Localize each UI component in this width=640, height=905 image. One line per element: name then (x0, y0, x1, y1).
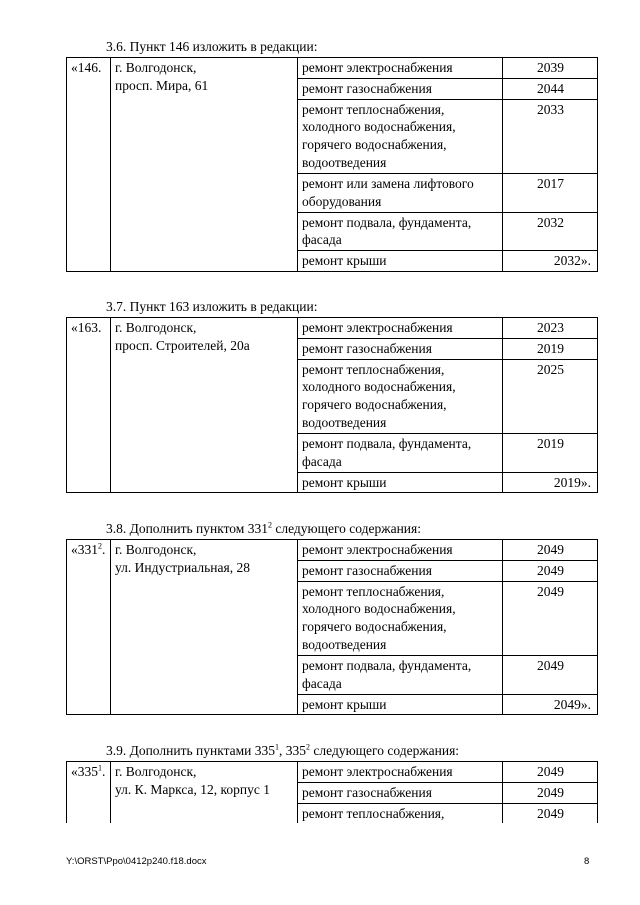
heading-text: 3.6. Пункт 146 изложить в редакции: (106, 39, 318, 54)
work-year: 2049 (503, 655, 598, 694)
work-year: 2025 (503, 359, 598, 433)
work-type: ремонт или замена лифтового оборудования (298, 173, 503, 212)
work-year: 2044 (503, 78, 598, 99)
section-heading (66, 519, 597, 539)
work-type: ремонт газоснабжения (298, 78, 503, 99)
section-3-9 (66, 741, 597, 823)
work-year: 2049 (503, 803, 598, 823)
heading-text-tail: следующего содержания: (271, 521, 421, 536)
work-type: ремонт газоснабжения (298, 338, 503, 359)
heading-text: 3.9. Дополнить пунктами 335 (106, 743, 276, 758)
work-type: ремонт электроснабжения (298, 318, 503, 339)
table-row (67, 318, 598, 339)
work-type: ремонт крыши (298, 472, 503, 493)
section-3-7 (66, 297, 597, 493)
section-heading (66, 741, 597, 761)
work-year: 2049 (503, 782, 598, 803)
work-type: ремонт электроснабжения (298, 762, 503, 783)
work-year: 2049 (503, 762, 598, 783)
table-row (67, 762, 598, 783)
address: г. Волгодонск, просп. Строителей, 20а (111, 318, 298, 493)
work-type: ремонт крыши (298, 251, 503, 272)
address: г. Волгодонск, ул. Индустриальная, 28 (111, 540, 298, 715)
works-table (66, 317, 598, 493)
work-type: ремонт газоснабжения (298, 560, 503, 581)
work-type: ремонт теплоснабжения, холодного водоснабжения, горячего водоснабжения, водоотведения (298, 99, 503, 173)
section-heading (66, 37, 597, 57)
footer-file-path: Y:\ORST\Ppo\0412p240.f18.docx (66, 856, 207, 867)
work-year: 2032». (503, 251, 598, 272)
work-year: 2032 (503, 212, 598, 251)
work-year: 2019 (503, 338, 598, 359)
work-year: 2017 (503, 173, 598, 212)
table-row (67, 58, 598, 79)
work-year: 2049 (503, 560, 598, 581)
work-type: ремонт теплоснабжения, холодного водоснабжения, горячего водоснабжения, водоотведения (298, 359, 503, 433)
section-3-6 (66, 37, 597, 272)
item-number: «$331^2$. (67, 540, 111, 715)
work-year: 2049 (503, 540, 598, 561)
work-type: ремонт крыши (298, 694, 503, 715)
heading-superscript: 2 (267, 520, 272, 530)
work-type: ремонт электроснабжения (298, 58, 503, 79)
table-row (67, 540, 598, 561)
address: г. Волгодонск, ул. К. Маркса, 12, корпус 1 (111, 762, 298, 824)
section-3-8 (66, 519, 597, 715)
work-year: 2033 (503, 99, 598, 173)
section-heading (66, 297, 597, 317)
work-type: ремонт подвала, фундамента, фасада (298, 433, 503, 472)
work-type: ремонт газоснабжения (298, 782, 503, 803)
works-table (66, 761, 598, 823)
item-number: «163. (67, 318, 111, 493)
work-type: ремонт электроснабжения (298, 540, 503, 561)
item-number: «$335^1$. (67, 762, 111, 824)
page-number: 8 (584, 856, 590, 867)
work-type: ремонт подвала, фундамента, фасада (298, 655, 503, 694)
work-year: 2039 (503, 58, 598, 79)
item-number: «146. (67, 58, 111, 272)
work-year: 2049». (503, 694, 598, 715)
works-table (66, 57, 598, 272)
heading-superscript: 2 (306, 742, 311, 752)
address: г. Волгодонск, просп. Мира, 61 (111, 58, 298, 272)
heading-superscript: 1 (275, 742, 280, 752)
work-year: 2019». (503, 472, 598, 493)
work-year: 2023 (503, 318, 598, 339)
heading-text: 3.8. Дополнить пунктом 331 (106, 521, 268, 536)
works-table (66, 539, 598, 715)
work-year: 2049 (503, 581, 598, 655)
heading-text-mid: , 335 (279, 743, 307, 758)
work-year: 2019 (503, 433, 598, 472)
work-type: ремонт теплоснабжения, (298, 803, 503, 823)
work-type: ремонт теплоснабжения, холодного водоснабжения, горячего водоснабжения, водоотведения (298, 581, 503, 655)
heading-text: 3.7. Пункт 163 изложить в редакции: (106, 299, 318, 314)
heading-text-tail: следующего содержания: (310, 743, 460, 758)
work-type: ремонт подвала, фундамента, фасада (298, 212, 503, 251)
